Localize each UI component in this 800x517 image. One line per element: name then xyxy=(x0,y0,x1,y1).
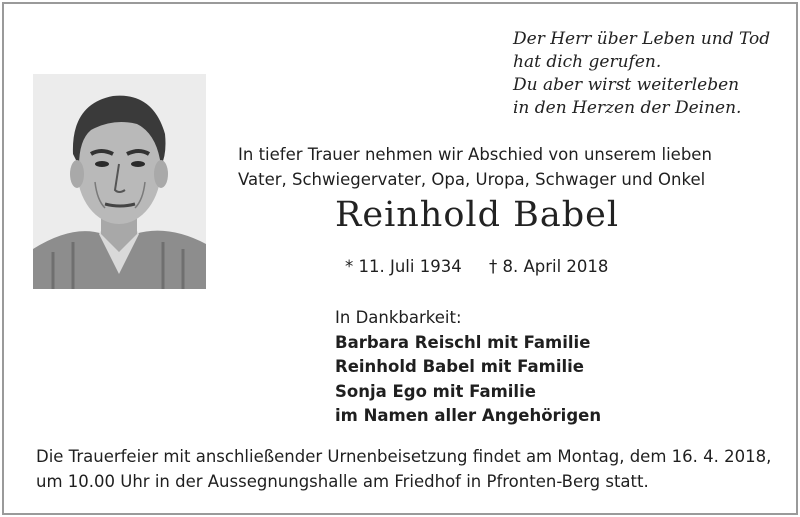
death-date: † 8. April 2018 xyxy=(488,257,609,276)
life-dates xyxy=(345,257,608,276)
mourner-entry: Barbara Reischl mit Familie xyxy=(335,332,591,352)
funeral-info xyxy=(36,444,771,494)
poem-line: hat dich gerufen. xyxy=(513,52,662,72)
deceased-name: Reinhold Babel xyxy=(335,195,620,235)
poem xyxy=(513,28,770,120)
funeral-info-line: Die Trauerfeier mit anschließender Urnenbeisetzung findet am Montag, dem 16. 4. 2018, xyxy=(36,447,772,466)
intro-line: In tiefer Trauer nehmen wir Abschied von unserem lieben xyxy=(238,145,712,164)
mourner-entry: im Namen aller Angehörigen xyxy=(335,406,602,425)
portrait-image xyxy=(33,74,206,289)
poem-line: Du aber wirst weiterleben xyxy=(513,75,740,95)
intro-line: Vater, Schwiegervater, Opa, Uropa, Schwager und Onkel xyxy=(238,170,706,189)
mourner-entry: Sonja Ego mit Familie xyxy=(335,381,536,401)
mourner-entry: Reinhold Babel mit Familie xyxy=(335,357,584,376)
intro-text xyxy=(238,142,712,192)
funeral-info-line: um 10.00 Uhr in der Aussegnungshalle am Friedhof in Pfronten-Berg statt. xyxy=(36,472,649,491)
birth-date: * 11. Juli 1934 xyxy=(345,257,462,276)
poem-line: in den Herzen der Deinen. xyxy=(513,98,742,118)
mourners-block xyxy=(335,306,601,429)
portrait-photo xyxy=(33,74,206,289)
thanks-heading: In Dankbarkeit: xyxy=(335,308,462,327)
poem-line: Der Herr über Leben und Tod xyxy=(513,29,771,49)
